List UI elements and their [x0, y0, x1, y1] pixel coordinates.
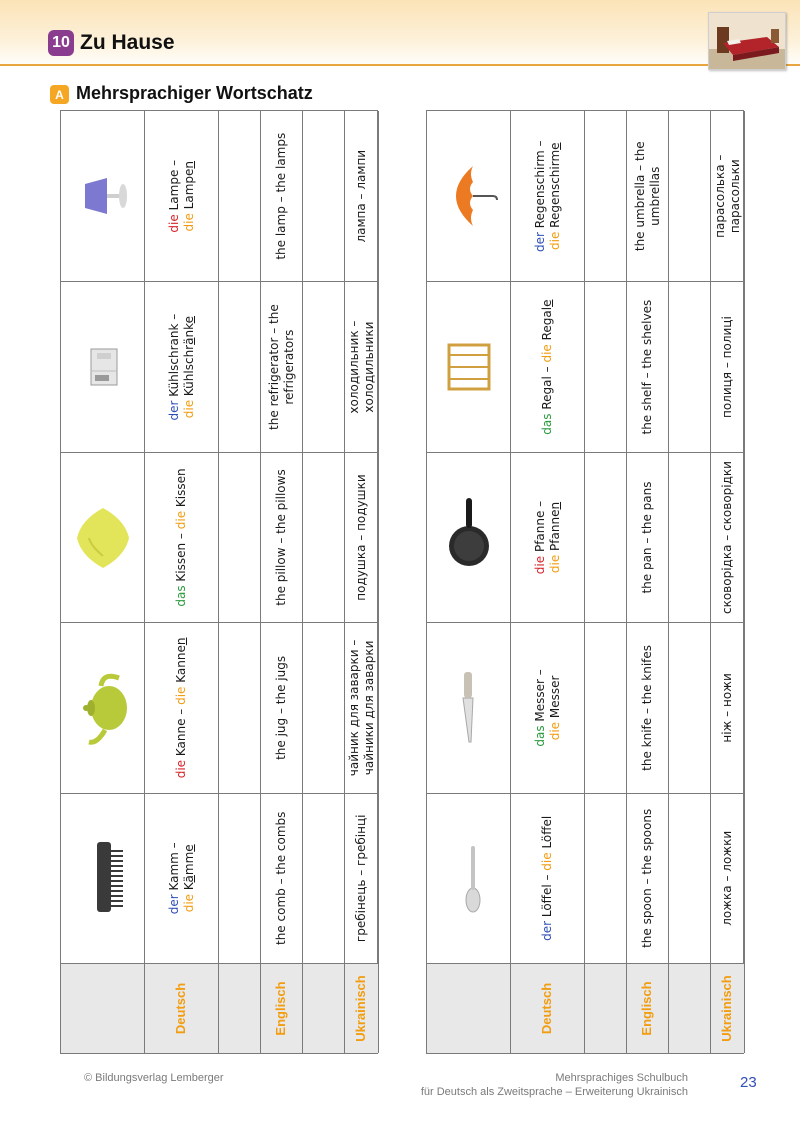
word-image-cell — [61, 793, 145, 963]
writing-line-cell — [303, 622, 345, 792]
writing-line-label — [669, 963, 711, 1053]
noun-text: Kühlschr — [181, 344, 196, 400]
umbrella-icon — [433, 148, 505, 244]
german-word-cell — [511, 793, 585, 963]
noun-text: Kanne – — [174, 704, 188, 760]
noun-text: Kissen — [174, 468, 188, 511]
article-word: der — [166, 400, 181, 421]
section-badge: A — [50, 85, 69, 104]
section-title: Mehrsprachiger Wortschatz — [76, 83, 313, 103]
english-word-cell: the pan – the pans — [627, 452, 669, 622]
word-image-cell — [427, 452, 511, 622]
article-word: die — [166, 214, 181, 233]
writing-line-cell — [303, 793, 345, 963]
german-word-text — [167, 314, 197, 421]
comb-icon — [67, 830, 139, 926]
word-image-cell — [427, 111, 511, 281]
german-word-cell — [511, 622, 585, 792]
english-word-cell: the knife – the knifes — [627, 622, 669, 792]
header-rule — [0, 64, 800, 66]
article-word: das — [532, 725, 547, 747]
ukrainian-word-cell: полиця – полиці — [711, 281, 745, 451]
english-word-cell: the jug – the jugs — [261, 622, 303, 792]
pillow-icon — [67, 490, 139, 586]
article-word: die — [181, 213, 196, 232]
footer-book-title: Mehrsprachiges Schulbuch — [555, 1072, 688, 1084]
writing-line-cell — [585, 111, 627, 281]
word-image-cell — [61, 111, 145, 281]
vocabulary-table-2 — [426, 110, 744, 1054]
writing-line-cell — [585, 452, 627, 622]
article-word: der — [540, 920, 554, 941]
word-image-cell — [427, 793, 511, 963]
footer-book-subtitle: für Deutsch als Zweitsprache – Erweiterung Ukrainisch — [420, 1086, 688, 1098]
noun-text: Lampe — [181, 168, 196, 214]
noun-text: Lampe – — [166, 159, 181, 215]
shelf-icon — [433, 319, 505, 415]
noun-text: Regenschirm — [547, 149, 562, 232]
german-word-text — [540, 816, 555, 941]
row-label-deutsch: Deutsch — [145, 963, 219, 1053]
plural-marker: ä — [181, 337, 196, 345]
article-word: die — [174, 686, 188, 705]
word-image-cell — [61, 281, 145, 451]
ukrainian-word-cell: гребінець – гребінці — [345, 793, 379, 963]
ukrainian-word-cell: лампа – лампи — [345, 111, 379, 281]
plural-marker: ä — [181, 875, 196, 883]
writing-line-cell — [303, 452, 345, 622]
writing-line-cell — [669, 281, 711, 451]
noun-text: Kissen – — [174, 529, 188, 586]
word-image-cell — [61, 622, 145, 792]
article-word: das — [540, 413, 554, 435]
word-image-cell — [61, 452, 145, 622]
writing-line-label — [303, 963, 345, 1053]
article-word: die — [181, 893, 196, 913]
writing-line-cell — [585, 793, 627, 963]
german-word-cell — [511, 281, 585, 451]
plural-marker: e — [181, 844, 196, 852]
header-corner-cell — [61, 963, 145, 1053]
article-word: die — [181, 399, 196, 419]
writing-line-cell — [219, 452, 261, 622]
article-word: der — [166, 894, 181, 915]
ukrainian-word-cell: подушка – подушки — [345, 452, 379, 622]
row-label-ukrainisch: Ukrainisch — [345, 963, 379, 1053]
writing-line-cell — [303, 281, 345, 451]
article-word: die — [532, 555, 547, 575]
noun-text: Regenschirm – — [532, 140, 547, 233]
noun-text: mm — [181, 851, 196, 876]
row-label-englisch: Englisch — [627, 963, 669, 1053]
header-corner-cell — [427, 963, 511, 1053]
writing-line-cell — [669, 111, 711, 281]
noun-text: Kühlschrank – — [166, 313, 181, 401]
english-word-cell: the pillow – the pillows — [261, 452, 303, 622]
german-word-text — [167, 160, 197, 233]
noun-text: Kamm – — [166, 842, 181, 895]
bedroom-photo — [708, 12, 786, 70]
writing-line-cell — [669, 452, 711, 622]
plural-marker: e — [181, 315, 196, 324]
article-word: die — [174, 510, 188, 530]
page-number: 23 — [740, 1074, 757, 1091]
article-word: die — [540, 852, 554, 871]
article-word: der — [532, 232, 547, 252]
ukrainian-word-cell: сковорідка – сковорідки — [711, 452, 745, 622]
article-word: die — [547, 554, 562, 574]
article-word: die — [174, 759, 188, 779]
noun-text: Pfanne — [547, 509, 562, 555]
noun-text: Messer — [547, 675, 562, 722]
german-word-cell — [145, 622, 219, 792]
writing-line-cell — [219, 111, 261, 281]
german-word-text — [533, 140, 563, 252]
english-word-cell: the spoon – the spoons — [627, 793, 669, 963]
word-image-cell — [427, 281, 511, 451]
spoon-icon — [433, 830, 505, 926]
row-label-deutsch: Deutsch — [511, 963, 585, 1053]
writing-line-label — [219, 963, 261, 1053]
writing-line-cell — [219, 793, 261, 963]
german-word-cell — [145, 793, 219, 963]
row-label-englisch: Englisch — [261, 963, 303, 1053]
teapot-icon — [67, 660, 139, 756]
plural-marker: n — [547, 501, 562, 510]
german-word-text — [533, 669, 563, 746]
writing-line-cell — [585, 281, 627, 451]
writing-line-cell — [219, 622, 261, 792]
german-word-text — [533, 501, 563, 574]
frying-pan-icon — [433, 490, 505, 586]
chapter-number-badge: 10 — [48, 30, 74, 56]
german-word-cell — [511, 452, 585, 622]
refrigerator-icon — [67, 319, 139, 415]
noun-text: nk — [181, 323, 196, 338]
noun-text: Löffel – — [540, 870, 554, 921]
noun-text: Regal — [540, 306, 554, 345]
plural-marker: n — [174, 637, 188, 646]
writing-line-cell — [669, 622, 711, 792]
article-word: die — [540, 344, 554, 363]
writing-line-cell — [219, 281, 261, 451]
german-word-cell — [511, 111, 585, 281]
article-word: die — [547, 721, 562, 741]
german-word-cell — [145, 111, 219, 281]
footer-copyright: © Bildungsverlag Lemberger — [84, 1072, 224, 1084]
plural-marker: e — [547, 142, 562, 150]
ukrainian-word-cell: парасолька – парасольки — [711, 111, 745, 281]
article-word: die — [547, 231, 562, 250]
german-word-text — [167, 842, 197, 914]
ukrainian-word-cell: ложка – ложки — [711, 793, 745, 963]
article-word: das — [174, 585, 188, 607]
german-word-cell — [145, 281, 219, 451]
writing-line-cell — [303, 111, 345, 281]
ukrainian-word-cell: ніж – ножи — [711, 622, 745, 792]
word-image-cell — [427, 622, 511, 792]
noun-text: K — [181, 882, 196, 894]
german-word-text — [540, 300, 555, 435]
vocabulary-table-1 — [60, 110, 378, 1054]
lamp-icon — [67, 148, 139, 244]
english-word-cell: the shelf – the shelves — [627, 281, 669, 451]
ukrainian-word-cell: холодильник – холодильники — [345, 281, 379, 451]
writing-line-label — [585, 963, 627, 1053]
plural-marker: n — [181, 160, 196, 169]
row-label-ukrainisch: Ukrainisch — [711, 963, 745, 1053]
english-word-cell: the comb – the combs — [261, 793, 303, 963]
english-word-cell: the refrigerator – the refrigerators — [261, 281, 303, 451]
english-word-cell: the umbrella – the umbrellas — [627, 111, 669, 281]
english-word-cell: the lamp – the lamps — [261, 111, 303, 281]
knife-icon — [433, 660, 505, 756]
chapter-title: Zu Hause — [80, 31, 175, 54]
writing-line-cell — [669, 793, 711, 963]
plural-marker: e — [540, 299, 554, 307]
ukrainian-word-cell: чайник для заварки – чайники для заварки — [345, 622, 379, 792]
noun-text: Regal – — [540, 362, 554, 414]
noun-text: Kanne — [174, 645, 188, 687]
german-word-cell — [145, 452, 219, 622]
noun-text: Löffel — [540, 815, 554, 853]
noun-text: Pfanne – — [532, 500, 547, 556]
german-word-text — [174, 638, 189, 779]
noun-text: Messer – — [532, 669, 547, 726]
writing-line-cell — [585, 622, 627, 792]
german-word-text — [174, 468, 189, 606]
